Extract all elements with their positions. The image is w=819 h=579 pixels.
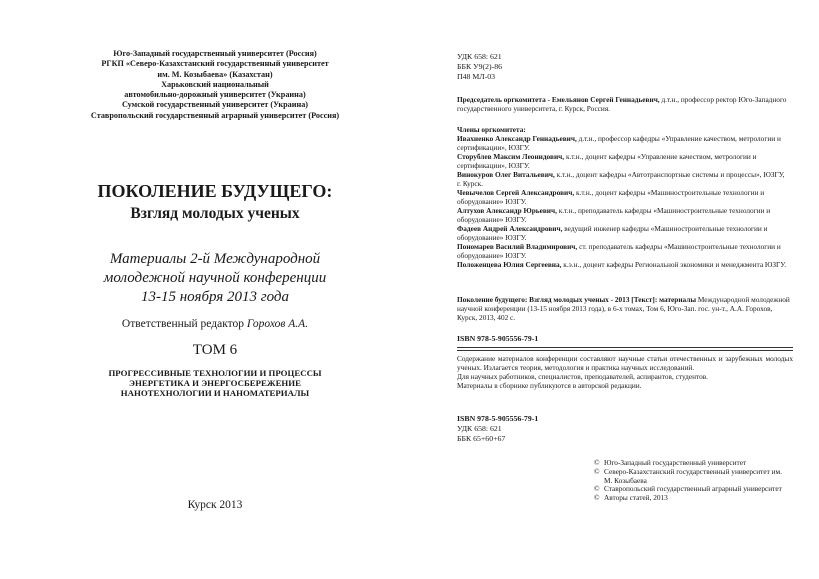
- conference-line: 13-15 ноября 2013 года: [140, 289, 290, 305]
- annotation: [457, 354, 793, 390]
- book-subtitle: Взгляд молодых ученых: [130, 205, 300, 222]
- member-details: к.т.н., доцент кафедры «Автотранспортные системы и процессы», ЮЗГУ, г. Курск.: [457, 170, 785, 188]
- member-details: к.э.н., доцент кафедры Региональной экономики и менеджмента ЮЗГУ.: [563, 260, 787, 269]
- copyright-block: [594, 459, 784, 503]
- institution-line: Харьковский национальный: [161, 79, 269, 89]
- member-entry: [457, 152, 787, 170]
- editor-label: Ответственный редактор: [121, 318, 244, 330]
- member-details: к.т.н., доцент кафедры «Машиностроительные технологии и оборудование» ЮЗГУ.: [457, 188, 765, 206]
- copyright-icon: ©: [594, 484, 600, 494]
- conference-line: Материалы 2-й Международной: [109, 251, 321, 267]
- member-entry: [457, 170, 787, 188]
- member-name: Пономарев Василий Владимирович,: [457, 242, 578, 251]
- chair-name: Председатель оргкомитета - Емельянов Сергей Геннадьевич,: [457, 95, 660, 104]
- volume-label: ТОМ 6: [192, 342, 238, 358]
- members-heading: Члены оргкомитета:: [457, 125, 526, 134]
- classification-codes: [457, 52, 577, 82]
- editor-line: [20, 317, 410, 331]
- committee-chair: [457, 95, 792, 113]
- member-entry: [457, 134, 787, 152]
- copyright-icon: ©: [594, 493, 600, 503]
- copyright-icon: ©: [594, 458, 600, 467]
- code-line: ББК У9(2)-86: [457, 62, 503, 71]
- copyright-holder: Северо-Казахстанский государственный университет им. М. Козыбаева: [604, 466, 782, 485]
- copyright-holder: Юго-Западный государственный университет: [604, 458, 747, 467]
- member-name: Чевычелов Сергей Александрович,: [457, 188, 575, 197]
- copyright-holder: Ставропольский государственный аграрный университет: [604, 484, 782, 494]
- topic-line: ПРОГРЕССИВНЫЕ ТЕХНОЛОГИИ И ПРОЦЕССЫ: [108, 368, 322, 378]
- city-year: Курск 2013: [187, 499, 243, 511]
- member-name: Сторублев Максим Леонидович,: [457, 152, 565, 161]
- member-name: Ивахненко Александр Геннадьевич,: [457, 134, 577, 143]
- member-name: Алтухов Александр Юрьевич,: [457, 206, 557, 215]
- member-name: Положенцева Юлия Сергеевна,: [457, 260, 562, 269]
- annotation-paragraph: Для научных работников, специалистов, преподавателей, аспирантов, студентов.: [457, 372, 709, 381]
- member-entry: [457, 188, 787, 206]
- member-details: ведущий инженер кафедры «Машиностроительные технологии и оборудование» ЮЗГУ.: [457, 224, 768, 242]
- isbn-bottom: ISBN 978-5-905556-79-1: [457, 414, 539, 423]
- topic-line: ЭНЕРГЕТИКА И ЭНЕРГОСБЕРЕЖЕНИЕ: [129, 378, 301, 389]
- institution-line: Юго-Западный государственный университет (Россия): [113, 49, 317, 58]
- institution-line: им. М. Козыбаева» (Казахстан): [157, 69, 273, 79]
- member-details: д.т.н., профессор кафедры «Управление качеством, метрологии и сертификации», ЮЗГУ.: [457, 134, 781, 152]
- code-line: П48 МЛ-03: [457, 72, 495, 81]
- isbn-bottom-block: [457, 414, 607, 444]
- divider: [457, 347, 793, 348]
- annotation-paragraph: Материалы в сборнике публикуются в авторской редакции.: [457, 381, 642, 390]
- member-entry: [457, 206, 787, 224]
- member-details: ст. преподаватель кафедры «Машиностроительные технологии и оборудование» ЮЗГУ.: [457, 242, 781, 260]
- copyright-line: [594, 494, 784, 503]
- book-title: ПОКОЛЕНИЕ БУДУЩЕГО:: [97, 181, 333, 201]
- code-line: УДК 658: 621: [457, 424, 502, 433]
- bibliographic-record: [457, 295, 792, 322]
- member-entry: [457, 242, 787, 260]
- institution-line: Ставропольский государственный аграрный университет (Россия): [90, 110, 340, 120]
- member-details: к.т.н., доцент кафедры «Управление качеством, метрологии и сертификации», ЮЗГУ.: [457, 152, 757, 170]
- editor-name: Горохов А.А.: [246, 318, 309, 330]
- copyright-holder: Авторы статей, 2013: [604, 493, 668, 503]
- copyright-icon: ©: [594, 466, 600, 476]
- institution-line: автомобильно-дорожный университет (Украина): [124, 90, 306, 100]
- code-line: УДК 658: 621: [457, 52, 502, 61]
- bib-title: Поколение будущего: Взгляд молодых ученых - 2013 [Текст]: материалы: [457, 295, 697, 304]
- member-name: Фадеев Андрей Александрович,: [457, 224, 563, 233]
- institutions-list: [40, 49, 390, 121]
- copyright-line: [594, 468, 784, 486]
- member-details: к.т.н., преподаватель кафедры «Машиностроительные технологии и оборудование» ЮЗГУ.: [457, 206, 771, 224]
- member-name: Винокуров Олег Витальевич,: [457, 170, 555, 179]
- annotation-paragraph: Содержание материалов конференции составляют научные статьи отечественных и зарубежных молодых ученых. Излагается теория, методология и практика научных исследований.: [457, 354, 793, 372]
- bib-details: Международной молодежной научной конференции (13-15 ноября 2013 года), в 6-х томах, Том 6, Юго-Зап. гос. ун-т., А.А. Горохов, Курск, 2013, 402 с.: [457, 295, 790, 322]
- topic-line: НАНОТЕХНОЛОГИИ И НАНОМАТЕРИАЛЫ: [120, 388, 310, 399]
- institution-line: Сумской государственный университет (Украина): [121, 100, 309, 110]
- isbn-top: ISBN 978-5-905556-79-1: [457, 334, 539, 343]
- chair-details: д.т.н., профессор ректор Юго-Западного государственного университета, г. Курск, Россия.: [457, 95, 787, 113]
- divider: [457, 350, 793, 351]
- conference-line: молодежной научной конференции: [103, 270, 327, 286]
- members-list: [457, 134, 787, 269]
- code-line: ББК 65+60+67: [457, 434, 506, 443]
- member-entry: [457, 224, 787, 242]
- topics-list: [40, 368, 390, 399]
- right-page: [430, 0, 819, 579]
- institution-line: РГКП «Северо-Казахстанский государственный университет: [101, 59, 329, 69]
- member-entry: [457, 260, 787, 269]
- conference-info: [30, 250, 400, 307]
